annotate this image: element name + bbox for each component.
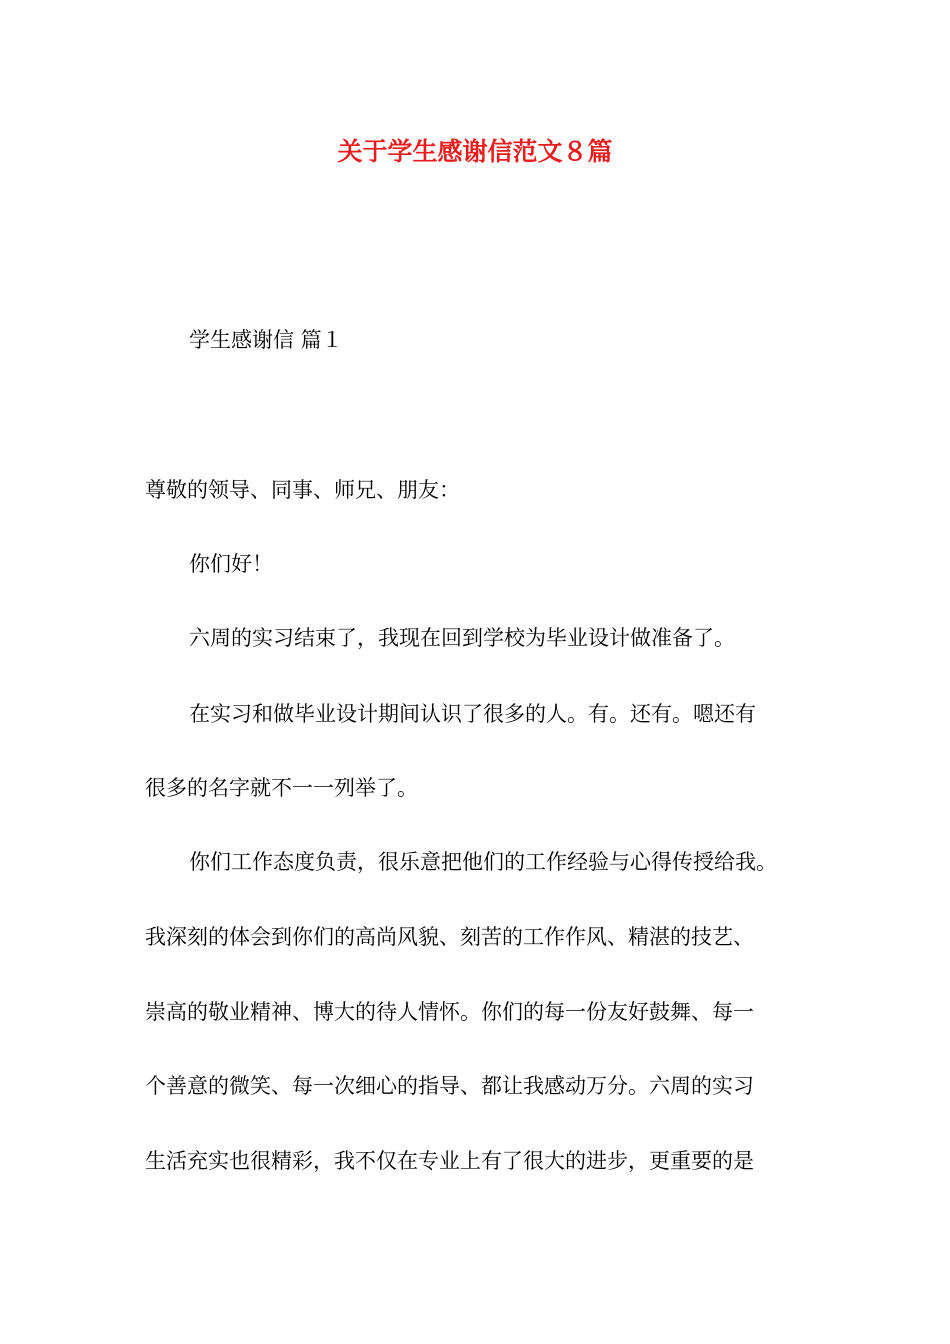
section-heading: 学生感谢信 篇１ xyxy=(189,328,343,352)
body-line: 很多的名字就不一一列举了。 xyxy=(145,776,418,800)
body-line: 崇高的敬业精神、博大的待人情怀。你们的每一份友好鼓舞、每一 xyxy=(145,1000,754,1024)
body-line: 我深刻的体会到你们的高尚风貌、刻苦的工作作风、精湛的技艺、 xyxy=(145,925,754,949)
body-line: 在实习和做毕业设计期间认识了很多的人。有。还有。嗯还有 xyxy=(189,702,756,726)
body-line: 个善意的微笑、每一次细心的指导、都让我感动万分。六周的实习 xyxy=(145,1074,754,1098)
salutation: 尊敬的领导、同事、师兄、朋友： xyxy=(145,478,460,502)
body-line: 你们工作态度负责，很乐意把他们的工作经验与心得传授给我。 xyxy=(189,850,777,874)
body-line: 生活充实也很精彩，我不仅在专业上有了很大的进步，更重要的是 xyxy=(145,1149,754,1173)
document-title: 关于学生感谢信范文８篇 xyxy=(337,137,613,166)
body-line: 六周的实习结束了，我现在回到学校为毕业设计做准备了。 xyxy=(189,626,735,650)
body-line: 你们好！ xyxy=(189,552,273,576)
